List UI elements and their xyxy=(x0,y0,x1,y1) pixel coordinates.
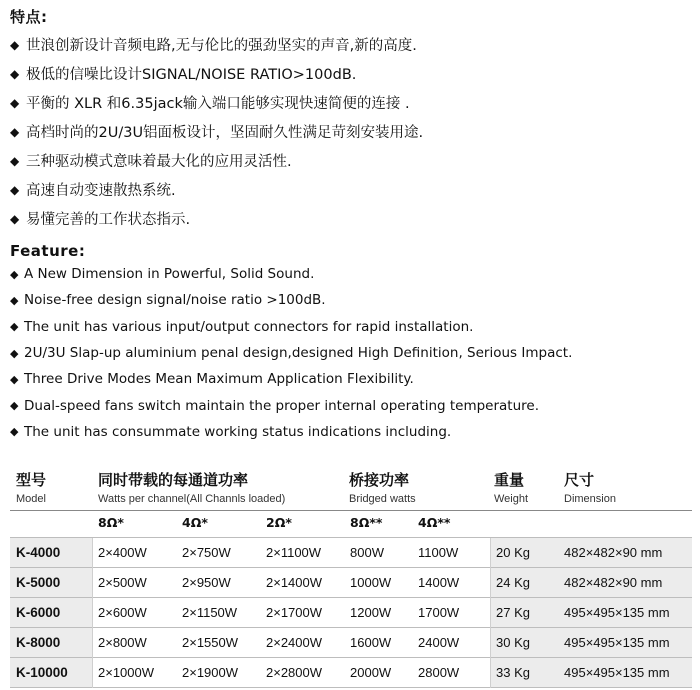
feature-text: Dual-speed fans switch maintain the proper internal operating temperature. xyxy=(24,397,540,414)
bridged-8ohm-cell: 800W xyxy=(350,545,384,560)
weight-cell: 27 Kg xyxy=(496,605,530,620)
watts-4ohm-cell: 2×950W xyxy=(182,575,231,590)
feature-text: A New Dimension in Powerful, Solid Sound. xyxy=(24,266,315,283)
list-item xyxy=(10,117,423,146)
bridged-8ohm-cell: 1200W xyxy=(350,605,392,620)
feature-text: The unit has various input/output connectors for rapid installation. xyxy=(24,318,474,335)
watts-8ohm-cell: 2×400W xyxy=(98,545,147,560)
diamond-bullet-icon: ◆ xyxy=(10,372,19,386)
column-divider xyxy=(490,538,491,688)
bridged-4ohm-cell: 1700W xyxy=(418,605,460,620)
table-row xyxy=(10,628,692,657)
watts-2ohm-cell: 2×1400W xyxy=(266,575,323,590)
diamond-bullet-icon: ◆ xyxy=(10,211,20,226)
list-item xyxy=(10,366,572,392)
bridged-4ohm-cell: 1100W xyxy=(418,545,459,560)
model-cell: K-8000 xyxy=(16,635,61,650)
header-dim-en: Dimension xyxy=(564,493,616,505)
bridged-4ohm-cell: 1400W xyxy=(418,575,460,590)
feature-text: 2U/3U Slap-up aluminium penal design,designed High Definition, Serious Impact. xyxy=(24,345,573,362)
diamond-bullet-icon: ◆ xyxy=(10,293,19,307)
list-item xyxy=(10,88,423,117)
diamond-bullet-icon: ◆ xyxy=(10,425,19,439)
header-watts xyxy=(98,470,285,507)
diamond-bullet-icon: ◆ xyxy=(10,66,20,81)
header-watts-en: Watts per channel(All Channls loaded) xyxy=(98,493,286,505)
diamond-bullet-icon: ◆ xyxy=(10,267,19,281)
column-divider xyxy=(92,538,93,688)
feature-text: 高速自动变速散热系统. xyxy=(26,183,176,199)
table-row xyxy=(10,658,692,687)
list-item xyxy=(10,175,423,204)
spec-table-header xyxy=(10,470,692,512)
watts-8ohm-cell: 2×600W xyxy=(98,605,147,620)
header-model-en: Model xyxy=(16,493,46,505)
list-item xyxy=(10,340,572,366)
diamond-bullet-icon: ◆ xyxy=(10,124,20,139)
diamond-bullet-icon: ◆ xyxy=(10,182,20,197)
watts-4ohm-cell: 2×750W xyxy=(182,545,231,560)
list-item xyxy=(10,261,572,287)
list-item xyxy=(10,314,572,340)
list-item xyxy=(10,392,572,418)
feature-text: The unit has consummate working status indications including. xyxy=(24,423,452,440)
bridged-8ohm-cell: 1600W xyxy=(350,635,392,650)
watts-4ohm-cell: 2×1550W xyxy=(182,635,239,650)
watts-2ohm-cell: 2×1100W xyxy=(266,545,322,560)
watts-2ohm-cell: 2×2800W xyxy=(266,665,323,680)
weight-cell: 33 Kg xyxy=(496,665,530,680)
list-item xyxy=(10,30,423,59)
bridged-8ohm-cell: 2000W xyxy=(350,665,392,680)
watts-8ohm-cell: 2×800W xyxy=(98,635,147,650)
watts-8ohm-cell: 2×1000W xyxy=(98,665,155,680)
subheader-bridged-4ohm: 4Ω** xyxy=(418,515,451,530)
header-model xyxy=(16,470,46,507)
weight-cell: 30 Kg xyxy=(496,635,530,650)
diamond-bullet-icon: ◆ xyxy=(10,37,20,52)
header-watts-cn: 同时带载的每通道功率 xyxy=(98,471,249,489)
divider xyxy=(10,510,692,511)
model-cell: K-6000 xyxy=(16,605,61,620)
weight-cell: 20 Kg xyxy=(496,545,530,560)
dimension-cell: 482×482×90 mm xyxy=(564,575,663,590)
feature-text: 平衡的 XLR 和6.35jack输入端口能够实现快速简便的连接 . xyxy=(26,96,410,112)
dimension-cell: 495×495×135 mm xyxy=(564,605,670,620)
feature-text: 极低的信噪比设计SIGNAL/NOISE RATIO>100dB. xyxy=(26,67,357,83)
watts-4ohm-cell: 2×1150W xyxy=(182,605,238,620)
diamond-bullet-icon: ◆ xyxy=(10,320,19,334)
cn-features-list xyxy=(10,30,423,233)
table-row xyxy=(10,568,692,597)
watts-8ohm-cell: 2×500W xyxy=(98,575,147,590)
feature-text: 易懂完善的工作状态指示. xyxy=(26,212,191,228)
cn-features-title: 特点: xyxy=(10,8,48,26)
watts-4ohm-cell: 2×1900W xyxy=(182,665,239,680)
bridged-4ohm-cell: 2400W xyxy=(418,635,460,650)
header-weight-cn: 重量 xyxy=(494,471,525,489)
list-item xyxy=(10,287,572,313)
watts-2ohm-cell: 2×2400W xyxy=(266,635,323,650)
table-row xyxy=(10,538,692,567)
list-item xyxy=(10,419,572,445)
diamond-bullet-icon: ◆ xyxy=(10,346,19,360)
dimension-cell: 495×495×135 mm xyxy=(564,635,670,650)
feature-text: 世浪创新设计音频电路,无与伦比的强劲坚实的声音,新的高度. xyxy=(26,38,417,54)
watts-2ohm-cell: 2×1700W xyxy=(266,605,323,620)
en-features-list xyxy=(10,261,572,445)
subheader-bridged-8ohm: 8Ω** xyxy=(350,515,383,530)
spec-table-subheader xyxy=(10,512,692,536)
dimension-cell: 482×482×90 mm xyxy=(564,545,663,560)
model-cell: K-4000 xyxy=(16,545,61,560)
model-cell: K-5000 xyxy=(16,575,61,590)
table-row xyxy=(10,598,692,627)
subheader-4ohm: 4Ω* xyxy=(182,515,208,530)
subheader-8ohm: 8Ω* xyxy=(98,515,124,530)
feature-text: 三种驱动模式意味着最大化的应用灵活性. xyxy=(26,154,292,170)
header-weight-en: Weight xyxy=(494,493,529,505)
diamond-bullet-icon: ◆ xyxy=(10,95,20,110)
en-features-title: Feature: xyxy=(10,242,86,260)
list-item xyxy=(10,146,423,175)
bridged-8ohm-cell: 1000W xyxy=(350,575,392,590)
header-bridged-cn: 桥接功率 xyxy=(349,471,410,489)
model-cell: K-10000 xyxy=(16,665,68,680)
dimension-cell: 495×495×135 mm xyxy=(564,665,670,680)
bridged-4ohm-cell: 2800W xyxy=(418,665,460,680)
header-weight xyxy=(494,470,528,507)
diamond-bullet-icon: ◆ xyxy=(10,153,20,168)
header-bridged xyxy=(349,470,416,507)
divider xyxy=(10,687,692,688)
list-item xyxy=(10,204,423,233)
feature-text: 高档时尚的2U/3U铝面板设计，坚固耐久性满足苛刻安装用途. xyxy=(26,125,424,141)
feature-text: Three Drive Modes Mean Maximum Application Flexibility. xyxy=(24,371,414,388)
header-dimension xyxy=(564,470,616,507)
header-bridged-en: Bridged watts xyxy=(349,493,416,505)
header-model-cn: 型号 xyxy=(16,471,47,489)
feature-text: Noise-free design signal/noise ratio >100dB. xyxy=(24,292,326,309)
header-dim-cn: 尺寸 xyxy=(564,471,595,489)
subheader-2ohm: 2Ω* xyxy=(266,515,292,530)
weight-cell: 24 Kg xyxy=(496,575,530,590)
diamond-bullet-icon: ◆ xyxy=(10,399,19,413)
list-item xyxy=(10,59,423,88)
